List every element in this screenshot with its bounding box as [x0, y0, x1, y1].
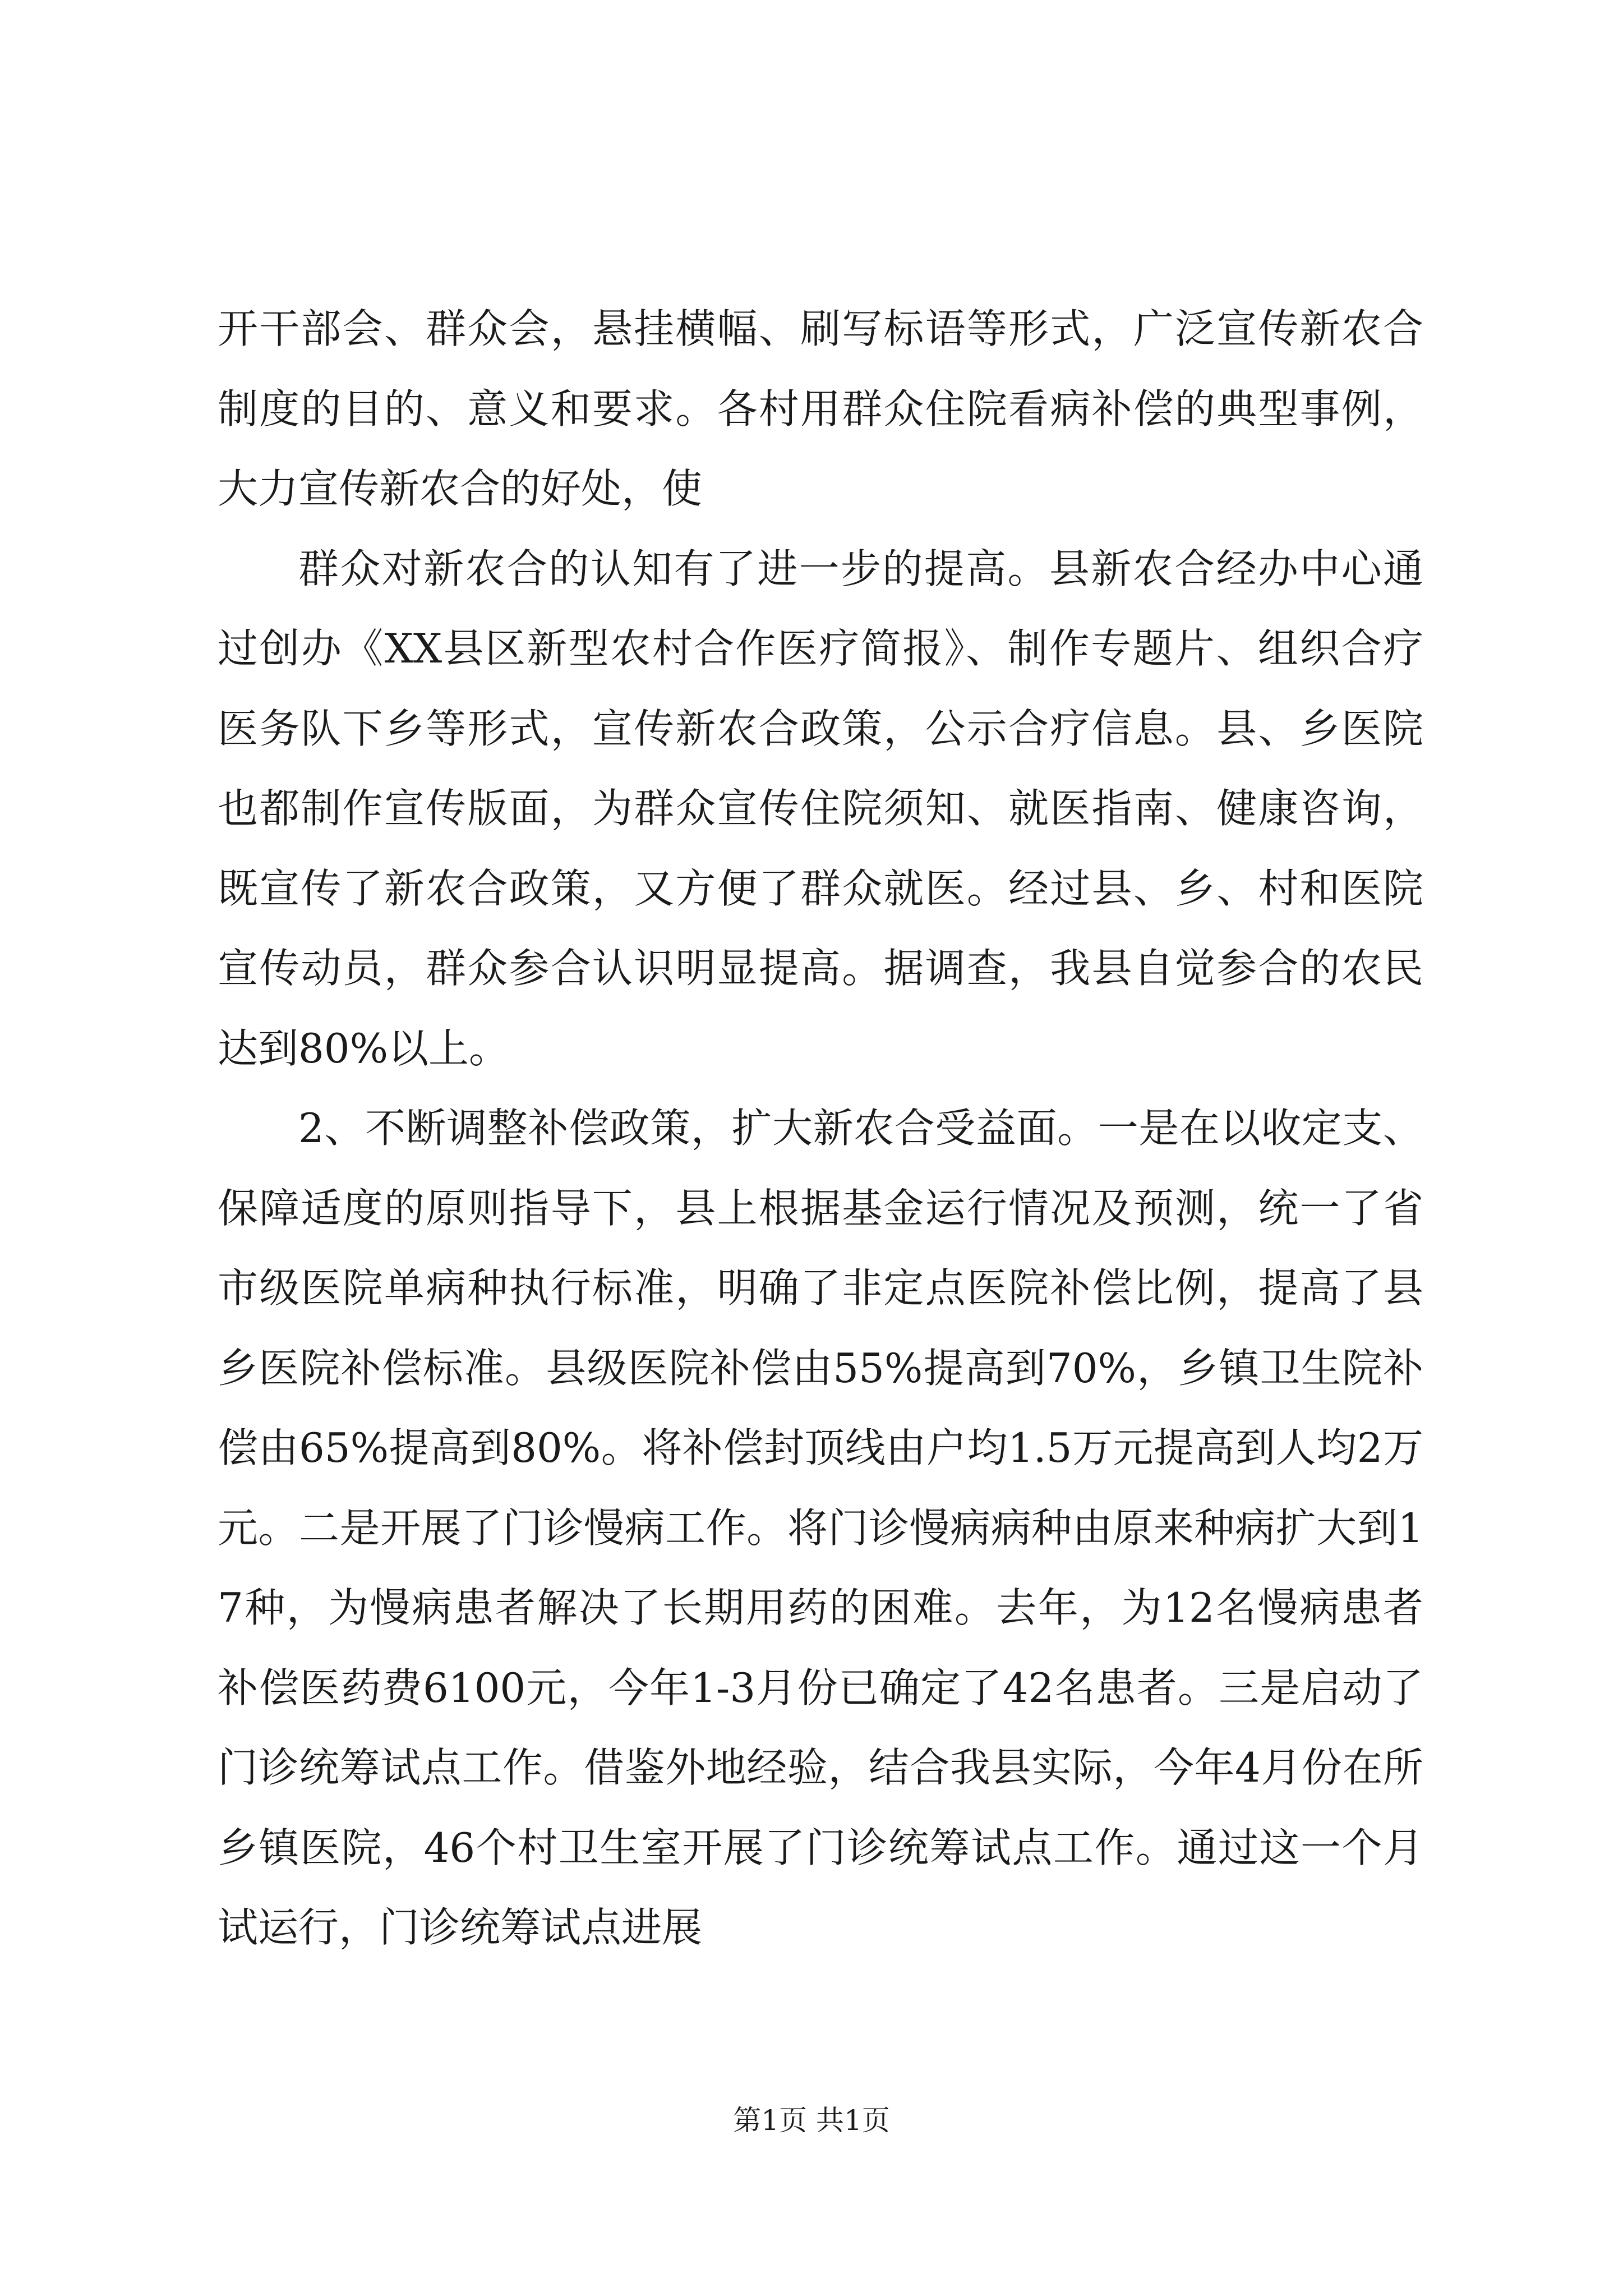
page-footer: 第1页 共1页: [733, 2104, 890, 2137]
document-body: [218, 289, 1423, 1968]
paragraph-1: 开干部会、群众会，悬挂横幅、刷写标语等形式，广泛宣传新农合制度的目的、意义和要求。各村用群众住院看病补偿的典型事例，大力宣传新农合的好处，使: [218, 305, 1423, 512]
paragraph-3: 2、不断调整补偿政策，扩大新农合受益面。一是在以收定支、保障适度的原则指导下，县上根据基金运行情况及预测，统一了省市级医院单病种执行标准，明确了非定点医院补偿比例，提高了县乡医院补偿标准。县级医院补偿由55%提高到70%，乡镇卫生院补偿由65%提高到80%。将补偿封顶线由户均1.5万元提高到人均2万元。二是开展了门诊慢病工作。将门诊慢病病种由原来种病扩大到17种，为慢病患者解决了长期用药的困难。去年，为12名慢病患者补偿医药费6100元，今年1-3月份已确定了42名患者。三是启动了门诊统筹试点工作。借鉴外地经验，结合我县实际，今年4月份在所乡镇医院，46个村卫生室开展了门诊统筹试点工作。通过这一个月试运行，门诊统筹试点进展: [218, 1105, 1423, 1951]
paragraph-2: 群众对新农合的认知有了进一步的提高。县新农合经办中心通过创办《XX县区新型农村合作医疗简报》、制作专题片、组织合疗医务队下乡等形式，宣传新农合政策，公示合疗信息。县、乡医院也都制作宣传版面，为群众宣传住院须知、就医指南、健康咨询，既宣传了新农合政策，又方便了群众就医。经过县、乡、村和医院宣传动员，群众参合认识明显提高。据调查，我县自觉参合的农民达到80%以上。: [218, 545, 1423, 1072]
